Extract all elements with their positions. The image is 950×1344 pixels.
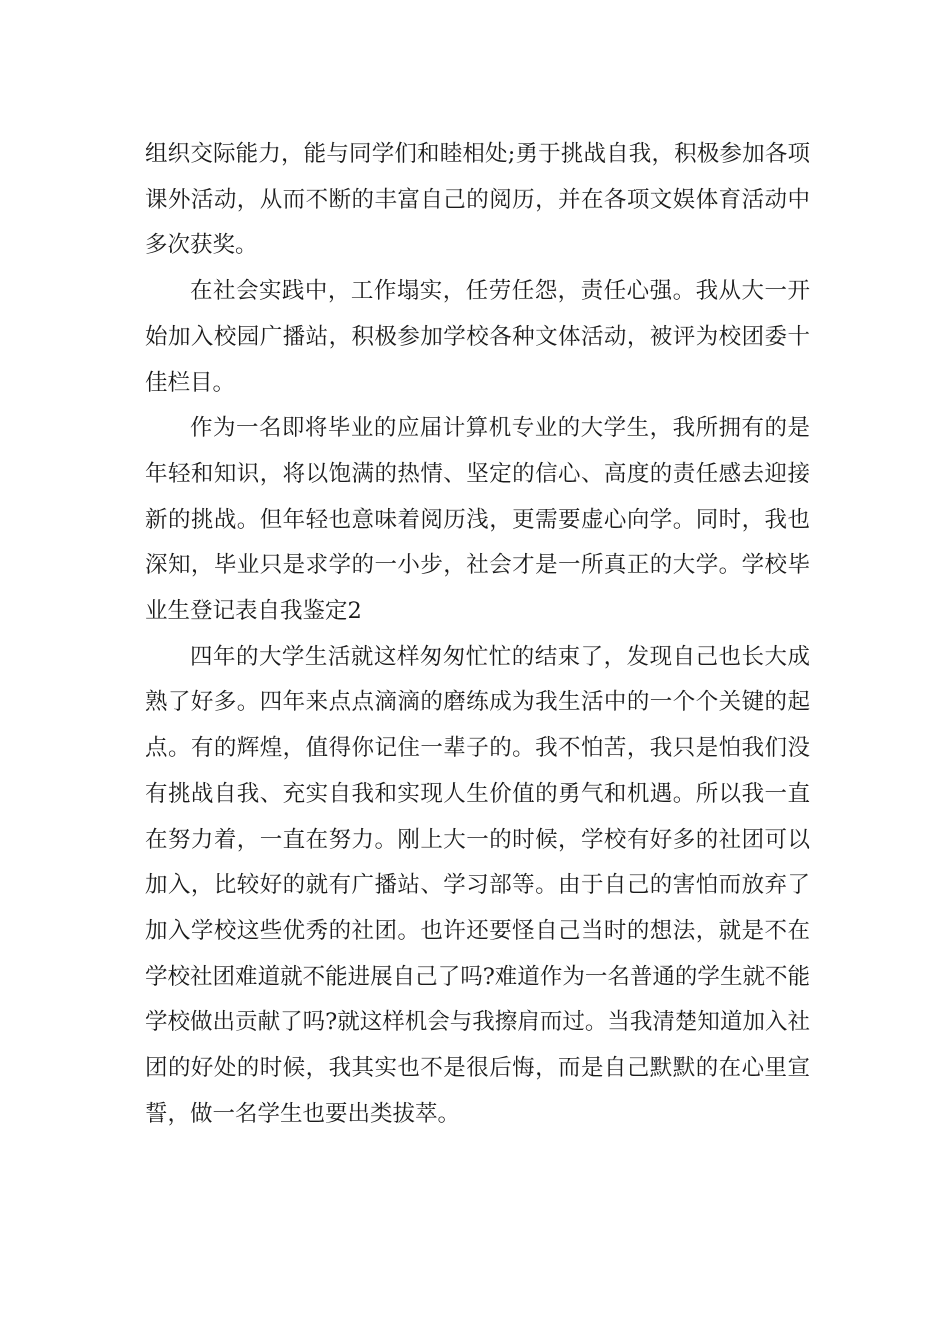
document-body [145,132,810,1137]
paragraph-graduate-outlook: 作为一名即将毕业的应届计算机专业的大学生，我所拥有的是年轻和知识，将以饱满的热情、坚定的信心、高度的责任感去迎接新的挑战。但年轻也意味着阅历浅，更需要虚心向学。同时，我也深知，毕业只是求学的一小步，社会才是一所真正的大学。学校毕业生登记表自我鉴定2 [145,415,810,625]
paragraph-social-practice: 在社会实践中，工作塌实，任劳任怨，责任心强。我从大一开始加入校园广播站，积极参加学校各种文体活动，被评为校团委十佳栏目。 [145,278,810,396]
paragraph-four-years: 四年的大学生活就这样匆匆忙忙的结束了，发现自己也长大成熟了好多。四年来点点滴滴的磨练成为我生活中的一个个关键的起点。有的辉煌，值得你记住一辈子的。我不怕苦，我只是怕我们没有挑战自我、充实自我和实现人生价值的勇气和机遇。所以我一直在努力着，一直在努力。刚上大一的时候，学校有好多的社团可以加入，比较好的就有广播站、学习部等。由于自己的害怕而放弃了加入学校这些优秀的社团。也许还要怪自己当时的想法，就是不在学校社团难道就不能进展自己了吗?难道作为一名普通的学生就不能学校做出贡献了吗?就这样机会与我擦肩而过。当我清楚知道加入社团的好处的时候，我其实也不是很后悔，而是自己默默的在心里宣誓，做一名学生也要出类拔萃。 [145,643,810,1127]
paragraph-continuation: 组织交际能力，能与同学们和睦相处;勇于挑战自我，积极参加各项课外活动，从而不断的丰富自己的阅历，并在各项文娱体育活动中多次获奖。 [145,141,810,259]
